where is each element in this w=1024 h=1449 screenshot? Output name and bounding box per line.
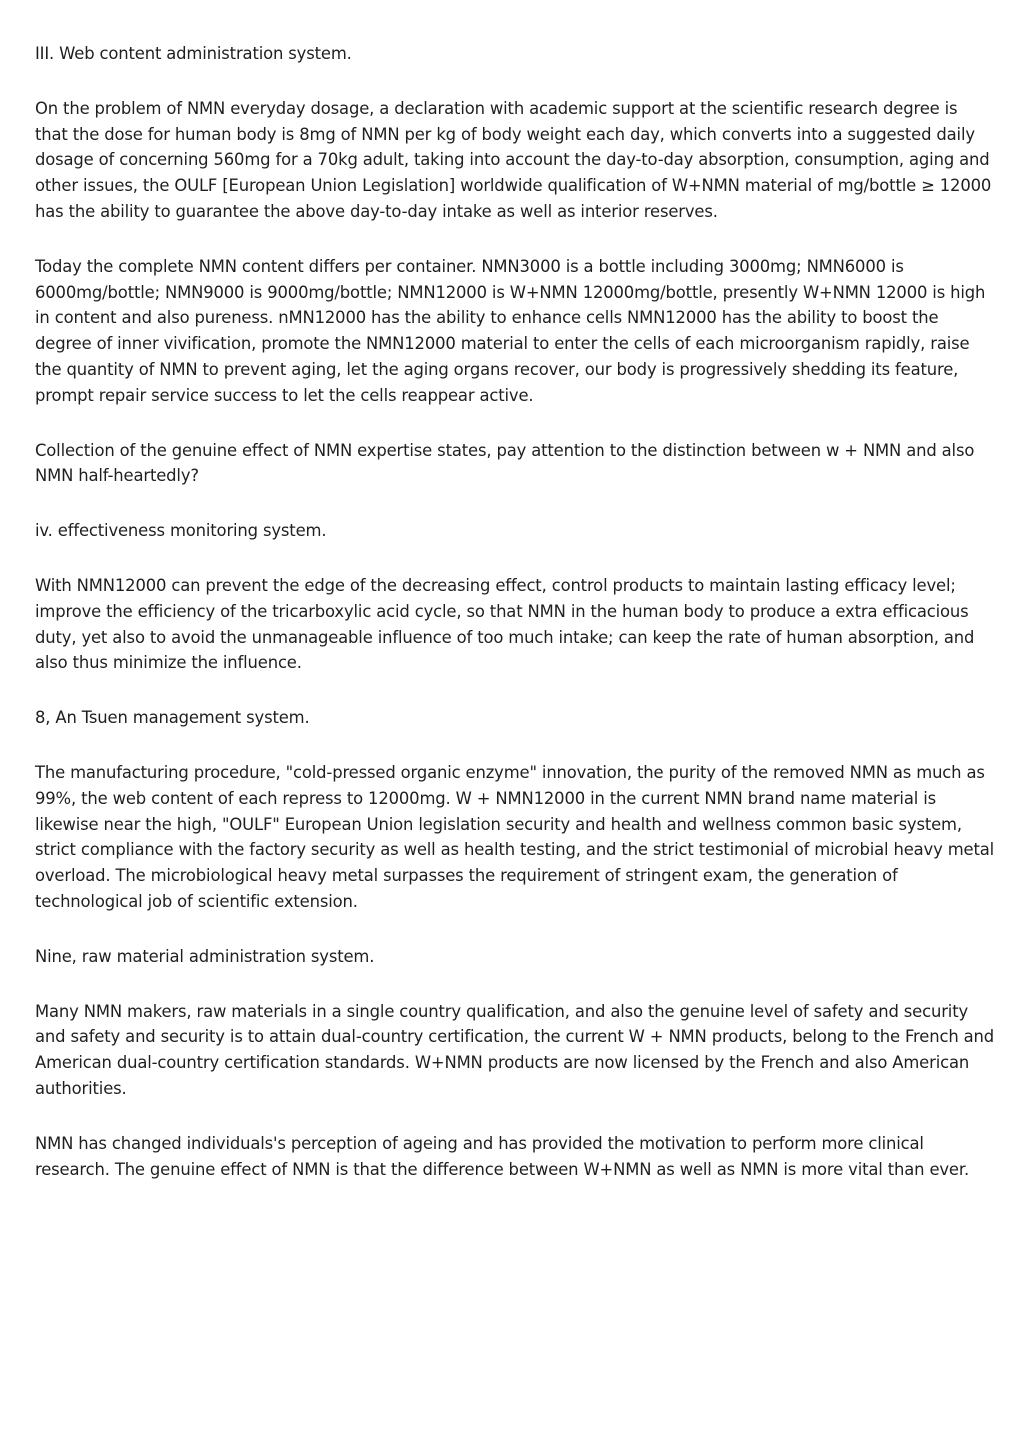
section-heading-effectiveness: iv. effectiveness monitoring system. — [35, 521, 327, 541]
document-page — [35, 41, 995, 1211]
paragraph-conclusion: NMN has changed individuals's perception of ageing and has provided the motivation to perform more clinical research. The genuine effect of NMN is that the difference between W+NMN as well as NMN is more vital than ever. — [35, 1133, 970, 1179]
paragraph-manufacturing: The manufacturing procedure, "cold-pressed organic enzyme" innovation, the purity of the removed NMN as much as 99%, the web content of each repress to 12000mg. W + NMN12000 in the current NMN brand name material is likewise near the high, "OULF" European Union legislation security and health and wellness common basic system, strict compliance with the factory security as well as health testing, and the strict testimonial of microbial heavy metal overload. The microbiological heavy metal surpasses the requirement of stringent exam, the generation of technological job of scientific extension. — [35, 762, 995, 911]
paragraph-dosage: On the problem of NMN everyday dosage, a declaration with academic support at the scientific research degree is that the dose for human body is 8mg of NMN per kg of body weight each day, which converts into a suggested daily dosage of concerning 560mg for a 70kg adult, taking into account the day-to-day absorption, consumption, aging and other issues, the OULF [European Union Legislation] worldwide qualification of W+NMN material of mg/bottle ≥ 12000 has the ability to guarantee the above day-to-day intake as well as interior reserves. — [35, 98, 992, 221]
paragraph-effectiveness: With NMN12000 can prevent the edge of the decreasing effect, control products to maintain lasting efficacy level; improve the efficiency of the tricarboxylic acid cycle, so that NMN in the human body to produce a extra efficacious duty, yet also to avoid the unmanageable influence of too much intake; can keep the rate of human absorption, and also thus minimize the influence. — [35, 575, 975, 673]
paragraph-content-per-container: Today the complete NMN content differs per container. NMN3000 is a bottle including 3000mg; NMN6000 is 6000mg/bottle; NMN9000 is 9000mg/bottle; NMN12000 is W+NMN 12000mg/bottle, presently W+NMN 12000 is high in content and also pureness. nMN12000 has the ability to enhance cells NMN12000 has the ability to boost the degree of inner vivification, promote the NMN12000 material to enter the cells of each microorganism rapidly, raise the quantity of NMN to prevent aging, let the aging organs recover, our body is progressively shedding its feature, prompt repair service success to let the cells reappear active. — [35, 256, 986, 405]
section-heading-web-content: III. Web content administration system. — [35, 44, 352, 63]
paragraph-certification: Many NMN makers, raw materials in a single country qualification, and also the genuine level of safety and security and safety and security is to attain dual-country certification, the current W + NMN products, belong to the French and American dual-country certification standards. W+NMN products are now licensed by the French and also American authorities. — [35, 1001, 995, 1098]
section-heading-management: 8, An Tsuen management system. — [35, 708, 310, 728]
paragraph-genuine-effect: Collection of the genuine effect of NMN expertise states, pay attention to the distinction between w + NMN and also NMN half-heartedly? — [35, 440, 975, 486]
section-heading-raw-material: Nine, raw material administration system. — [35, 946, 375, 966]
